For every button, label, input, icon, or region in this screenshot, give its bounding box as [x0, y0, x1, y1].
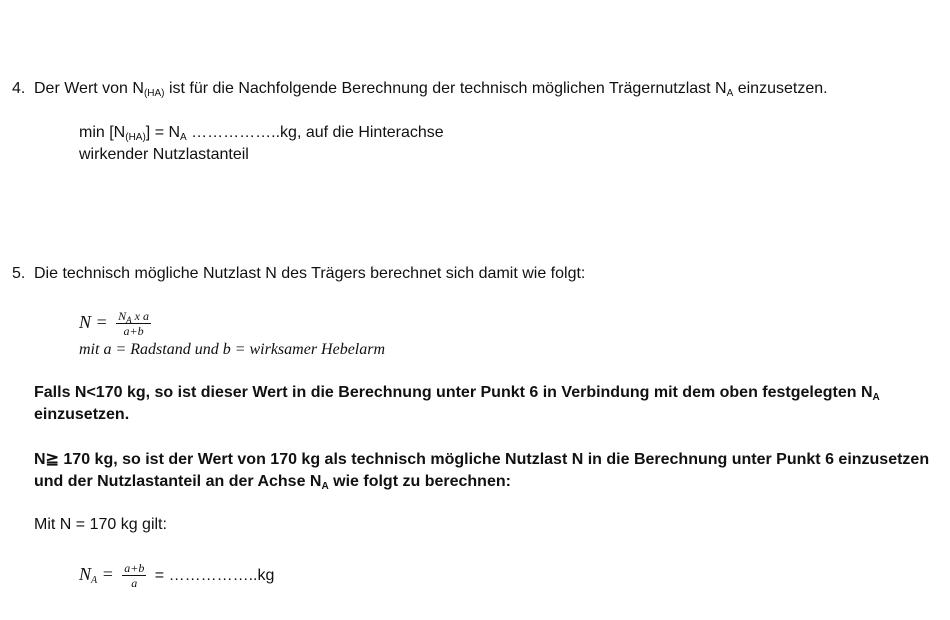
para2-line2-sub: A: [321, 481, 329, 492]
para3-text: Mit N = 170 kg gilt:: [34, 516, 167, 533]
formula-n-num-a: N: [118, 309, 127, 324]
formula-na-lhs-sub: A: [91, 575, 98, 586]
formula-na-lhs: [79, 564, 114, 584]
para1-line1: [34, 383, 880, 403]
para1-line1-sub: A: [872, 392, 880, 403]
item4-text-a: Der Wert von N: [34, 80, 144, 97]
formula-note: mit a = Radstand und b = wirksamer Hebelarm: [79, 341, 386, 358]
para2-line2: [34, 472, 511, 492]
formula-na-denominator: a: [131, 576, 138, 591]
formula-na: [79, 557, 274, 591]
formula-n-lhs: N =: [79, 312, 108, 332]
para2-line1: N≧ 170 kg, so ist der Wert von 170 kg als technisch mögliche Nutzlast N in die Berechnung unter Punkt 6 einzusetzen: [34, 451, 930, 468]
formula-na-fraction: [122, 561, 146, 590]
item4-line1-b: ] = N: [145, 124, 181, 141]
item4-sub-b: A: [726, 88, 734, 99]
item4-text-c: einzusetzen.: [733, 80, 828, 97]
formula-n-fraction: [116, 309, 151, 338]
formula-na-lhs-a: N: [79, 564, 92, 584]
item4-line2: wirkender Nutzlastanteil: [79, 146, 249, 163]
para2-line2-a: und der Nutzlastanteil an der Achse N: [34, 473, 322, 490]
item4-text: [34, 79, 828, 99]
formula-n-num-sub: A: [126, 315, 132, 326]
formula-na-eq: =: [97, 564, 114, 584]
item4-text-b: ist für die Nachfolgende Berechnung der technisch möglichen Trägernutzlast N: [164, 80, 727, 97]
item5-text: Die technisch mögliche Nutzlast N des Trägers berechnet sich damit wie folgt:: [34, 265, 586, 282]
item4-line1-sub: (HA): [125, 132, 146, 143]
formula-n: [79, 305, 155, 339]
item4-line1-c: ……………..kg, auf die Hinterachse: [186, 124, 444, 141]
item4-line1-sub2: A: [180, 132, 187, 143]
formula-n-num-b: x a: [131, 309, 149, 324]
formula-n-numerator: [116, 309, 151, 324]
item4-sub-a: (HA): [143, 88, 165, 99]
formula-na-rhs: = ……………..kg: [154, 567, 275, 584]
para1-line1-a: Falls N<170 kg, so ist dieser Wert in die Berechnung unter Punkt 6 in Verbindung mit dem oben festgelegten N: [34, 384, 873, 401]
item4-number: 4.: [12, 80, 26, 97]
item5-number: 5.: [12, 265, 26, 282]
item4-line1: [79, 123, 444, 143]
para1-line2: einzusetzen.: [34, 406, 130, 423]
formula-n-denominator: a+b: [123, 324, 144, 339]
para2-line2-b: wie folgt zu berechnen:: [328, 473, 511, 490]
formula-na-numerator: a+b: [124, 561, 145, 576]
item4-line1-a: min [N: [79, 124, 126, 141]
